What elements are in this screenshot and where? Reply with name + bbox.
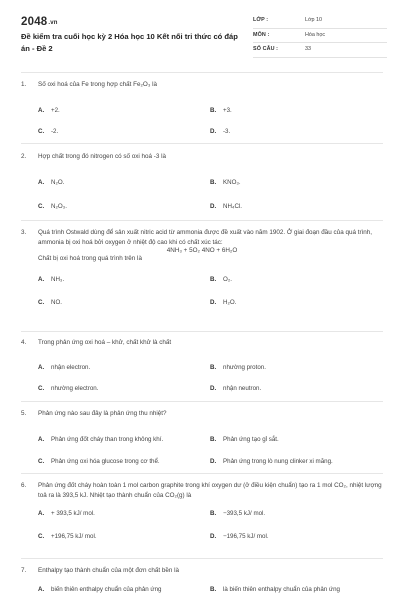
divider xyxy=(21,220,383,221)
meta-key: MÔN : xyxy=(253,31,270,38)
option-label: A. xyxy=(38,585,45,593)
options xyxy=(21,90,383,150)
options xyxy=(21,500,383,560)
divider xyxy=(21,473,383,474)
option-text: biến thiên enthalpy chuẩn của phản ứng xyxy=(51,585,162,593)
question-text xyxy=(21,481,383,500)
meta-row-count xyxy=(253,43,387,58)
option-text: -3. xyxy=(223,127,231,135)
meta-row-subject xyxy=(253,29,387,44)
exam-meta xyxy=(253,14,387,58)
option-text: H₂O. xyxy=(223,298,237,306)
option-text: N₂O₃. xyxy=(51,202,67,210)
options xyxy=(21,264,383,320)
option-text: là biến thiên enthalpy chuẩn của phản ứng xyxy=(223,585,340,593)
option-text: nhận neutron. xyxy=(223,384,262,392)
option-d[interactable] xyxy=(210,299,236,307)
option-d[interactable] xyxy=(210,128,230,136)
option-text: nhận electron. xyxy=(51,363,91,371)
option-label: B. xyxy=(210,585,217,593)
option-label: A. xyxy=(38,178,45,186)
option-text: KNO₃. xyxy=(223,178,241,186)
option-label: D. xyxy=(210,457,217,465)
question-body: Hợp chất trong đó nitrogen có số oxi hoá -3 là xyxy=(38,153,167,160)
option-b[interactable] xyxy=(210,510,265,518)
option-label: C. xyxy=(38,298,45,306)
option-a[interactable] xyxy=(38,586,161,594)
option-text: +196,75 kJ/ mol. xyxy=(51,533,97,540)
meta-key: SỐ CÂU : xyxy=(253,46,279,52)
meta-value: Hóa học xyxy=(305,31,326,38)
option-text: N₂O. xyxy=(51,178,65,186)
option-a[interactable] xyxy=(38,436,163,444)
question-number: 6. xyxy=(21,482,27,489)
option-label: C. xyxy=(38,384,45,392)
question-text xyxy=(21,228,383,247)
option-d[interactable] xyxy=(210,533,269,541)
options xyxy=(21,419,383,479)
option-d[interactable] xyxy=(210,385,261,393)
question-text xyxy=(21,80,383,90)
option-c[interactable] xyxy=(38,128,58,136)
option-b[interactable] xyxy=(210,107,232,115)
option-text: Phản ứng đốt cháy than trong không khí. xyxy=(51,435,164,443)
option-label: A. xyxy=(38,510,45,517)
option-label: D. xyxy=(210,384,217,392)
option-a[interactable] xyxy=(38,107,60,115)
question-number: 1. xyxy=(21,81,27,88)
option-text: NH₃. xyxy=(51,275,65,283)
question-number: 4. xyxy=(21,339,27,346)
question-body: Enthalpy tạo thành chuẩn của một đơn chất bền là xyxy=(38,567,180,574)
option-c[interactable] xyxy=(38,458,160,466)
option-text: −196,75 kJ/ mol. xyxy=(223,533,269,540)
option-label: D. xyxy=(210,127,217,135)
option-text: NO. xyxy=(51,298,63,306)
option-label: D. xyxy=(210,533,217,540)
option-c[interactable] xyxy=(38,385,98,393)
question-text xyxy=(21,566,383,576)
options xyxy=(21,348,383,408)
question-body: Quá trình Ostwald dùng để sản xuất nitric acid từ ammonia được đề xuất vào năm 1902. Ở giai đoạn đầu của quá trình, ammonia bị oxi hoá bởi oxygen ở nhiệt độ cao khi có chất xúc tác: xyxy=(38,229,373,246)
option-b[interactable] xyxy=(210,436,279,444)
question-7 xyxy=(21,566,383,596)
question-4 xyxy=(21,338,383,408)
option-label: B. xyxy=(210,435,217,443)
option-text: Phản ứng oxi hóa glucose trong cơ thể. xyxy=(51,457,160,465)
options xyxy=(21,576,383,596)
option-d[interactable] xyxy=(210,203,242,211)
divider xyxy=(21,331,383,332)
option-label: A. xyxy=(38,275,45,283)
option-label: D. xyxy=(210,298,217,306)
meta-value: 33 xyxy=(305,46,311,52)
option-text: -2. xyxy=(51,127,59,135)
question-text xyxy=(21,338,383,348)
meta-divider xyxy=(253,57,387,58)
option-a[interactable] xyxy=(38,276,64,284)
option-label: C. xyxy=(38,533,45,540)
question-3 xyxy=(21,228,383,320)
meta-row-class xyxy=(253,14,387,29)
option-label: D. xyxy=(210,202,217,210)
option-label: B. xyxy=(210,178,217,186)
question-5 xyxy=(21,409,383,479)
option-text: NH₄Cl. xyxy=(223,202,243,210)
logo-text: 2048 xyxy=(21,16,48,28)
divider xyxy=(21,558,383,559)
question-body: Trong phản ứng oxi hoá – khử, chất khử là chất xyxy=(38,339,172,346)
option-text: Phản ứng tạo gỉ sắt. xyxy=(223,435,279,443)
meta-value: Lớp 10 xyxy=(305,17,323,23)
option-label: B. xyxy=(210,510,217,517)
option-c[interactable] xyxy=(38,203,67,211)
option-d[interactable] xyxy=(210,458,333,466)
question-body: Phản ứng nào sau đây là phản ứng thu nhiệt? xyxy=(38,410,167,417)
option-text: Phản ứng trong lò nung clinker xi măng. xyxy=(223,457,333,465)
option-label: A. xyxy=(38,363,45,371)
option-text: +2. xyxy=(51,106,60,114)
option-b[interactable] xyxy=(210,364,266,372)
question-number: 3. xyxy=(21,229,27,236)
option-a[interactable] xyxy=(38,364,90,372)
options xyxy=(21,162,383,222)
option-label: A. xyxy=(38,106,45,114)
divider xyxy=(21,143,383,144)
option-b[interactable] xyxy=(210,276,232,284)
option-label: C. xyxy=(38,127,45,135)
question-text xyxy=(21,152,383,162)
question-6 xyxy=(21,481,383,560)
option-a[interactable] xyxy=(38,179,64,187)
option-b[interactable] xyxy=(210,179,241,187)
option-label: C. xyxy=(38,202,45,210)
option-label: B. xyxy=(210,363,217,371)
exam-title: Đề kiểm tra cuối học kỳ 2 Hóa học 10 Kết nối tri thức có đáp án - Đề 2 xyxy=(21,32,238,53)
option-text: O₂. xyxy=(223,275,232,283)
divider xyxy=(21,72,383,73)
question-body: Số oxi hoá của Fe trong hợp chất Fe₂O₃ là xyxy=(38,81,158,88)
question-2 xyxy=(21,152,383,222)
question-number: 5. xyxy=(21,410,27,417)
question-subtext xyxy=(21,254,383,264)
exam-header xyxy=(21,14,383,64)
option-text: nhường electron. xyxy=(51,384,99,392)
reaction-equation: 4NH₃ + 5O₂ 4NO + 6H₂O xyxy=(166,247,238,254)
logo-suffix: .vn xyxy=(48,20,58,26)
question-1 xyxy=(21,80,383,150)
question-body: Phản ứng đốt cháy hoàn toàn 1 mol carbon graphite trong khí oxygen dư (ở điều kiện chuẩn) tạo ra 1 mol CO₂, nhiệt lượng toả ra là 393,5 kJ. Nhiệt tạo thành chuẩn của CO₂(g) là xyxy=(38,482,382,499)
option-b[interactable] xyxy=(210,586,340,594)
question-subtext-body: Chất bị oxi hoá trong quá trình trên là xyxy=(38,255,142,262)
question-text xyxy=(21,409,383,419)
option-text: −393,5 kJ/ mol. xyxy=(223,510,266,517)
option-text: nhường proton. xyxy=(223,363,266,371)
option-a[interactable] xyxy=(38,510,95,518)
option-label: C. xyxy=(38,457,45,465)
meta-key: LỚP : xyxy=(253,17,269,23)
option-c[interactable] xyxy=(38,533,97,541)
question-number: 7. xyxy=(21,567,27,574)
divider xyxy=(21,401,383,402)
site-logo[interactable] xyxy=(21,16,58,28)
option-text: + 393,5 kJ/ mol. xyxy=(51,510,95,517)
question-number: 2. xyxy=(21,153,27,160)
option-c[interactable] xyxy=(38,299,62,307)
option-text: +3. xyxy=(223,106,232,114)
option-label: B. xyxy=(210,106,217,114)
option-label: A. xyxy=(38,435,45,443)
option-label: B. xyxy=(210,275,217,283)
